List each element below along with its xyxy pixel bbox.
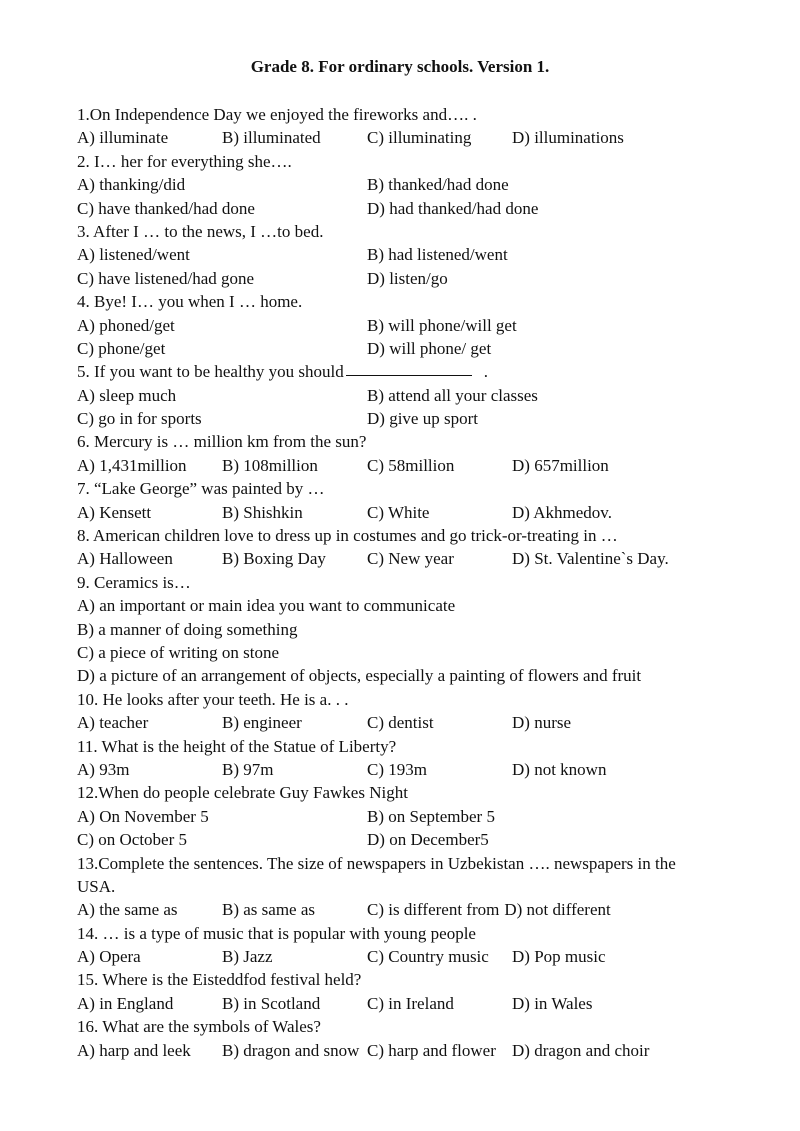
question-tail: . <box>483 362 489 382</box>
question-10 <box>77 688 767 711</box>
answer-row <box>77 618 767 641</box>
option-a: A) 93m <box>77 759 130 779</box>
option-d: D) nurse <box>512 713 572 733</box>
page-title: Grade 8. For ordinary schools. Version 1. <box>250 57 550 76</box>
question-text: 16. What are the symbols of Wales? <box>77 1017 321 1037</box>
answer-row <box>77 898 767 921</box>
option-a: A) On November 5 <box>77 806 209 826</box>
option-d: D) give up sport <box>367 409 478 429</box>
option-c: C) Country music <box>367 947 489 967</box>
answer-row <box>77 454 767 477</box>
option-d: D) dragon and choir <box>512 1040 650 1060</box>
option-a: A) illuminate <box>77 128 169 148</box>
question-text: 15. Where is the Eisteddfod festival held? <box>77 970 362 990</box>
option-d: D) Akhmedov. <box>512 502 612 522</box>
answer-row <box>77 664 767 687</box>
option-c: C) go in for sports <box>77 409 202 429</box>
option-b: B) had listened/went <box>367 245 508 265</box>
question-text: 14. … is a type of music that is popular with young people <box>77 923 476 943</box>
answer-row <box>77 243 767 266</box>
option-b: B) Boxing Day <box>222 549 326 569</box>
answer-row <box>77 197 767 220</box>
question-12 <box>77 781 767 804</box>
option-b: B) 108million <box>222 455 318 475</box>
answer-row <box>77 945 767 968</box>
option-b: B) will phone/will get <box>367 315 517 335</box>
question-13 <box>77 852 767 875</box>
option-c: C) phone/get <box>77 338 166 358</box>
option-a: A) sleep much <box>77 385 177 405</box>
option-c: C) have thanked/had done <box>77 198 255 218</box>
answer-row <box>77 992 767 1015</box>
question-text: 1.On Independence Day we enjoyed the fireworks and…. . <box>77 105 477 124</box>
answer-row <box>77 384 767 407</box>
option-a: A) in England <box>77 993 174 1013</box>
question-1 <box>77 103 767 126</box>
option-d: D) 657million <box>512 455 609 475</box>
option-a: A) harp and leek <box>77 1040 191 1060</box>
option-c: C) on October 5 <box>77 830 188 850</box>
question-13-continued <box>77 875 767 898</box>
answer-row <box>77 758 767 781</box>
option-a: A) an important or main idea you want to communicate <box>77 596 456 616</box>
answer-row <box>77 407 767 430</box>
option-a: A) listened/went <box>77 245 190 265</box>
question-5 <box>77 360 767 383</box>
question-list <box>77 103 767 1062</box>
option-c: C) dentist <box>367 713 434 733</box>
question-text: 4. Bye! I… you when I … home. <box>77 292 303 312</box>
question-text: 5. If you want to be healthy you should <box>77 362 344 382</box>
option-b: B) illuminated <box>222 128 321 148</box>
question-2 <box>77 150 767 173</box>
question-6 <box>77 430 767 453</box>
option-c: C) New year <box>367 549 454 569</box>
option-c: C) a piece of writing on stone <box>77 642 280 662</box>
option-a: A) 1,431million <box>77 455 187 475</box>
option-c: C) White <box>367 502 430 522</box>
option-c: C) 193m <box>367 759 427 779</box>
question-text: 7. “Lake George” was painted by … <box>77 479 325 499</box>
option-a: A) Halloween <box>77 549 173 569</box>
option-a: A) teacher <box>77 713 149 733</box>
option-d: D) in Wales <box>512 993 593 1013</box>
option-b: B) dragon and snow <box>222 1040 360 1060</box>
question-text: 13.Complete the sentences. The size of newspapers in Uzbekistan …. newspapers in the <box>77 853 676 873</box>
option-b: B) attend all your classes <box>367 385 538 405</box>
option-d: D) a picture of an arrangement of objects, especially a painting of flowers and fruit <box>77 666 642 686</box>
option-b: B) in Scotland <box>222 993 321 1013</box>
answer-row <box>77 173 767 196</box>
option-d: D) not different <box>504 900 611 920</box>
option-d: D) on December5 <box>367 830 489 850</box>
answer-blank <box>346 360 472 376</box>
option-b: B) engineer <box>222 713 302 733</box>
option-c: C) in Ireland <box>367 993 454 1013</box>
option-d: D) not known <box>512 759 607 779</box>
option-c: C) harp and flower <box>367 1040 496 1060</box>
option-a: A) thanking/did <box>77 175 186 195</box>
question-15 <box>77 968 767 991</box>
option-a: A) phoned/get <box>77 315 175 335</box>
option-d: D) listen/go <box>367 268 448 288</box>
question-16 <box>77 1015 767 1038</box>
question-text: 8. American children love to dress up in costumes and go trick-or-treating in … <box>77 526 618 546</box>
option-d: D) illuminations <box>512 128 624 148</box>
option-c: C) illuminating <box>367 128 472 148</box>
question-7 <box>77 477 767 500</box>
option-c: C) have listened/had gone <box>77 268 255 288</box>
question-text: 2. I… her for everything she…. <box>77 151 292 171</box>
answer-row <box>77 594 767 617</box>
answer-row <box>77 1039 767 1062</box>
answer-row <box>77 641 767 664</box>
option-b: B) on September 5 <box>367 806 495 826</box>
question-text-continued: USA. <box>77 876 116 896</box>
question-text: 10. He looks after your teeth. He is a. . . <box>77 689 349 709</box>
question-text: 6. Mercury is … million km from the sun? <box>77 432 367 452</box>
option-c: C) 58million <box>367 455 455 475</box>
question-text: 3. After I … to the news, I …to bed. <box>77 221 324 241</box>
answer-row <box>77 828 767 851</box>
option-d: D) Pop music <box>512 947 606 967</box>
question-14 <box>77 922 767 945</box>
option-b: B) Shishkin <box>222 502 303 522</box>
option-b: B) thanked/had done <box>367 175 509 195</box>
option-a: A) Kensett <box>77 502 152 522</box>
option-b: B) a manner of doing something <box>77 619 298 639</box>
question-4 <box>77 290 767 313</box>
answer-row <box>77 267 767 290</box>
answer-row <box>77 314 767 337</box>
question-9 <box>77 571 767 594</box>
option-b: B) Jazz <box>222 947 273 967</box>
option-d: D) will phone/ get <box>367 338 492 358</box>
question-8 <box>77 524 767 547</box>
option-d: D) St. Valentine`s Day. <box>512 549 669 569</box>
option-b: B) as same as <box>222 900 316 920</box>
answer-row <box>77 501 767 524</box>
option-c: C) is different from <box>367 900 500 920</box>
option-d: D) had thanked/had done <box>367 198 539 218</box>
question-3 <box>77 220 767 243</box>
answer-row <box>77 805 767 828</box>
option-b: B) 97m <box>222 759 274 779</box>
question-text: 9. Ceramics is… <box>77 572 191 592</box>
option-a: A) Opera <box>77 947 141 967</box>
option-a: A) the same as <box>77 900 178 920</box>
answer-row <box>77 547 767 570</box>
answer-row <box>77 126 767 149</box>
question-text: 11. What is the height of the Statue of Liberty? <box>77 736 397 756</box>
answer-row <box>77 337 767 360</box>
answer-row <box>77 711 767 734</box>
question-text: 12.When do people celebrate Guy Fawkes Night <box>77 783 408 803</box>
question-11 <box>77 735 767 758</box>
